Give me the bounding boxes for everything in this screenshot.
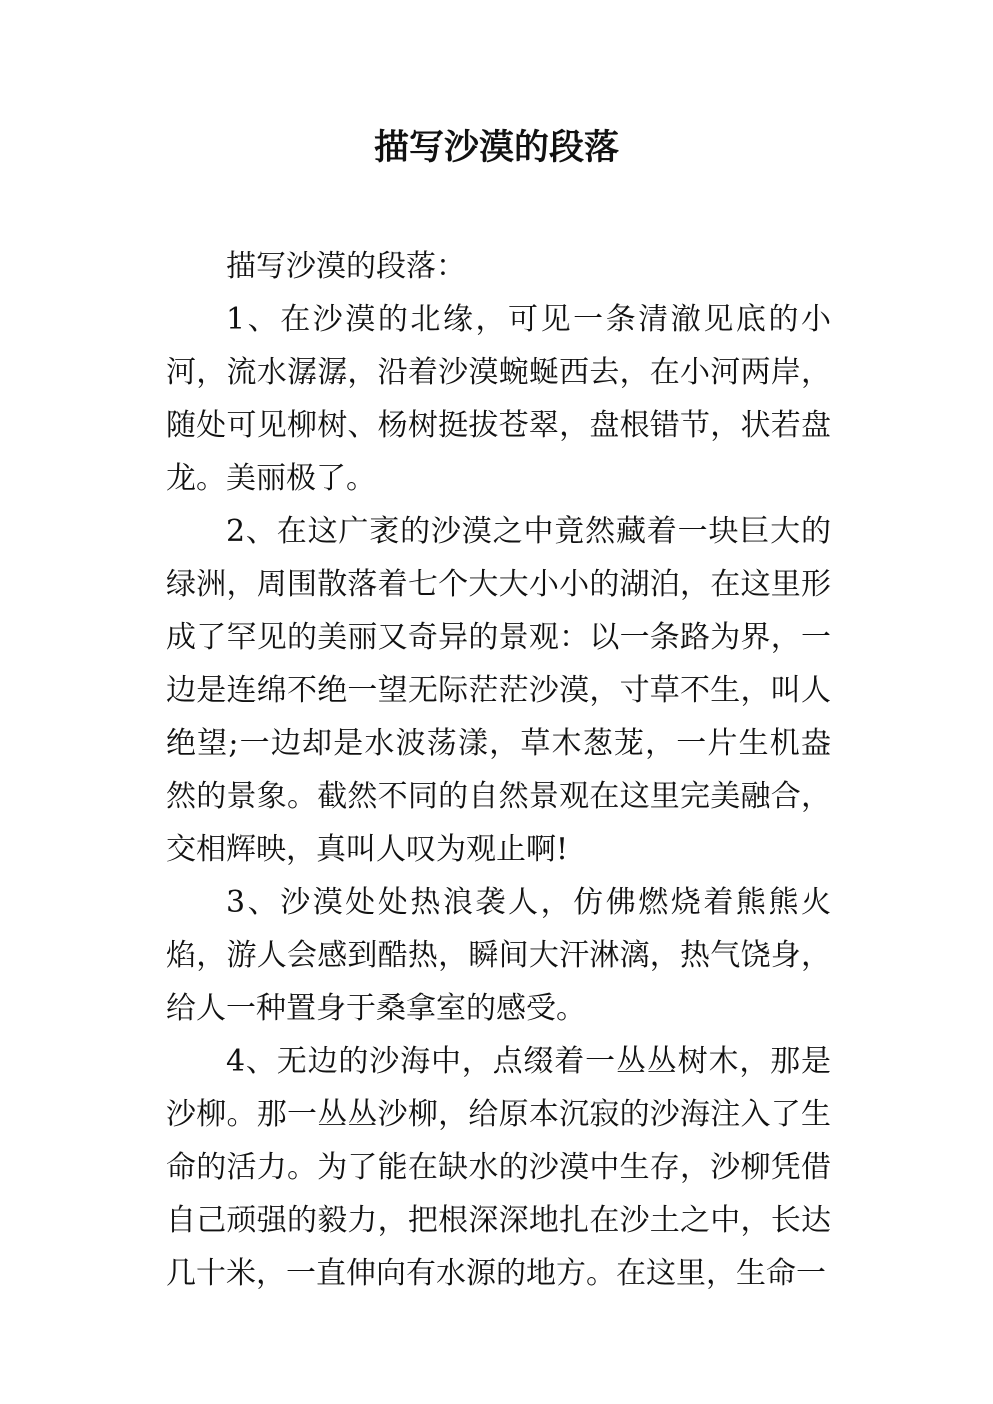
paragraph-3: 3、沙漠处处热浪袭人，仿佛燃烧着熊熊火焰，游人会感到酷热，瞬间大汗淋漓，热气饶身，给人一种置身于桑拿室的感受。 xyxy=(166,885,831,1026)
paragraph-4: 4、无边的沙海中，点缀着一丛丛树木，那是沙柳。那一丛丛沙柳，给原本沉寂的沙海注入了生命的活力。为了能在缺水的沙漠中生存，沙柳凭借自己顽强的毅力，把根深深地扎在沙土之中，长达几十米，一直伸向有水源的地方。在这里，生命一 xyxy=(166,1044,831,1291)
document-body xyxy=(166,240,831,1300)
intro-line: 描写沙漠的段落： xyxy=(226,249,466,284)
paragraph-1: 1、在沙漠的北缘，可见一条清澈见底的小河，流水潺潺，沿着沙漠蜿蜒西去，在小河两岸，随处可见柳树、杨树挺拔苍翠，盘根错节，状若盘龙。美丽极了。 xyxy=(166,302,831,496)
paragraph-2: 2、在这广袤的沙漠之中竟然藏着一块巨大的绿洲，周围散落着七个大大小小的湖泊，在这里形成了罕见的美丽又奇异的景观：以一条路为界，一边是连绵不绝一望无际茫茫沙漠，寸草不生，叫人绝望;一边却是水波荡漾，草木葱茏，一片生机盎然的景象。截然不同的自然景观在这里完美融合，交相辉映，真叫人叹为观止啊! xyxy=(166,514,831,867)
document-title: 描写沙漠的段落 xyxy=(373,128,619,168)
